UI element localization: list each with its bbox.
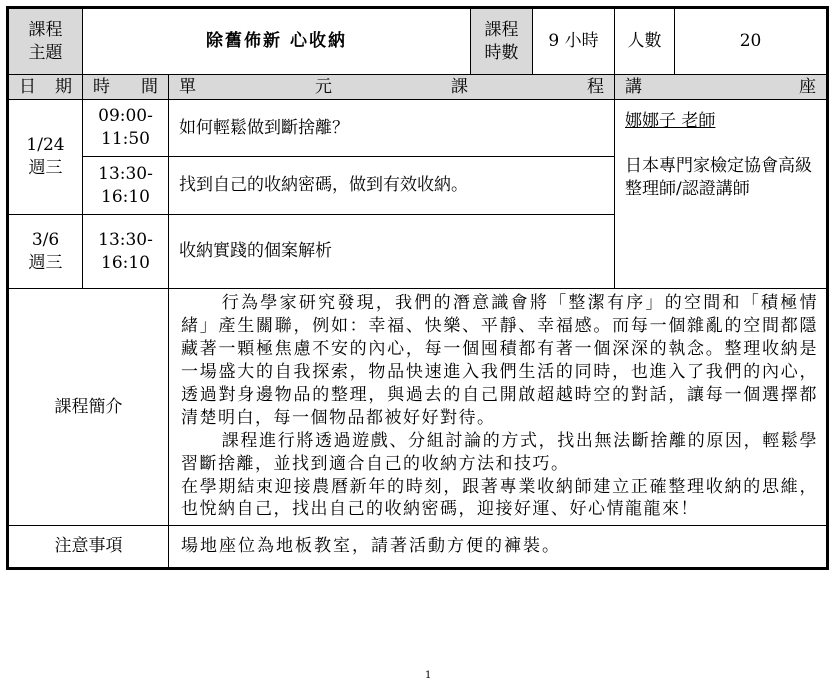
header-row (9, 9, 827, 75)
col-date-header: 日 期 (9, 75, 83, 100)
people-value: 20 (675, 9, 827, 75)
session-unit: 如何輕鬆做到斷捨離？ (169, 100, 615, 157)
notes-label: 注意事項 (9, 526, 169, 568)
column-header-row (9, 75, 827, 100)
intro-text (169, 289, 827, 526)
notes-text: 場地座位為地板教室，請著活動方便的褲裝。 (169, 526, 827, 568)
col-lecture-header: 講 座 (615, 75, 827, 100)
session-unit: 收納實踐的個案解析 (169, 215, 615, 289)
col-time-header: 時 間 (83, 75, 169, 100)
session-time: 09:00- 11:50 (83, 100, 169, 157)
intro-paragraph: 在學期結束迎接農曆新年的時刻，跟著專業收納師建立正確整理收納的思維，也悅納自己，找出自己的收納密碼，迎接好運、好心情龍龍來！ (181, 476, 819, 520)
session-row (9, 100, 827, 157)
topic-label: 課程 主題 (9, 9, 83, 75)
hours-value: 9 小時 (533, 9, 615, 75)
teacher-title: 日本專門家檢定協會高級整理師/認證講師 (625, 155, 813, 199)
teacher-cell (615, 100, 827, 289)
course-table (8, 8, 827, 568)
session-unit: 找到自己的收納密碼，做到有效收納。 (169, 157, 615, 215)
course-title: 除舊佈新 心收納 (83, 9, 471, 75)
session-date: 1/24 週三 (9, 100, 83, 215)
session-time: 13:30- 16:10 (83, 157, 169, 215)
page-number: 1 (425, 670, 432, 681)
notes-row (9, 526, 827, 568)
intro-label: 課程簡介 (9, 289, 169, 526)
teacher-name: 娜娜子 老師 (625, 111, 716, 131)
session-date: 3/6 週三 (9, 215, 83, 289)
people-label: 人數 (615, 9, 675, 75)
hours-label: 課程 時數 (471, 9, 533, 75)
col-unit-header: 單 元 課 程 (169, 75, 615, 100)
intro-paragraph: 課程進行將透過遊戲、分組討論的方式，找出無法斷捨離的原因，輕鬆學習斷捨離，並找到適合自己的收納方法和技巧。 (181, 430, 819, 474)
intro-row (9, 289, 827, 526)
intro-paragraph: 行為學家研究發現，我們的潛意識會將「整潔有序」的空間和「積極情緒」產生關聯，例如：幸福、快樂、平靜、幸福感。而每一個雜亂的空間都隱藏著一顆極焦慮不安的內心，每一個囤積都有著一個深深的執念。整理收納是一場盛大的自我探索，物品快速進入我們生活的同時，也進入了我們的內心，透過對身邊物品的整理，與過去的自己開啟超越時空的對話，讓每一個選擇都清楚明白，每一個物品都被好好對待。 (181, 293, 819, 428)
session-time: 13:30- 16:10 (83, 215, 169, 289)
